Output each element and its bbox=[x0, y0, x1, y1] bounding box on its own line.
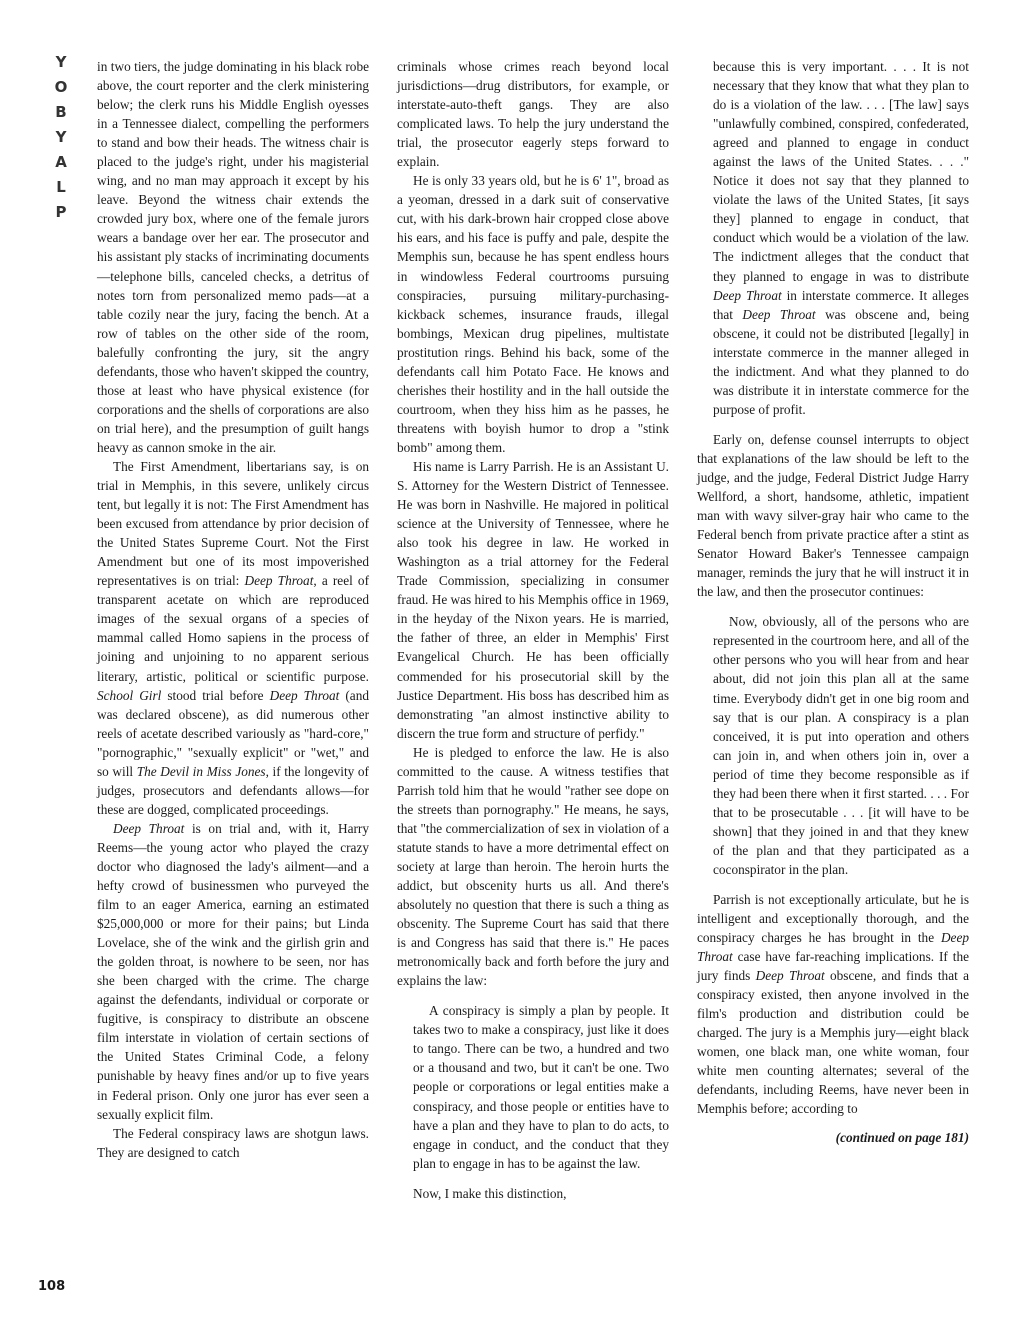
film-title: Deep Throat bbox=[697, 930, 969, 965]
masthead-letter: A bbox=[55, 153, 67, 171]
page-number: 108 bbox=[38, 1279, 66, 1294]
film-title: Deep Throat bbox=[755, 968, 825, 984]
masthead-letter: Y bbox=[55, 53, 67, 71]
paragraph: Parrish is not exceptionally articulate, but he is intelligent and exceptionally thorough, and the conspiracy charges he has brought in the Deep Throat case have far-reaching implications. If the jury finds Deep Throat obscene, and finds that a conspiracy existed, then anyone involved in the film's production and distribution could be charged. The jury is a Memphis jury—eight black women, one black man, one white woman, four white men counting alternates; several of the defendants, including Reems, have never been in Memphis before; according to bbox=[697, 891, 969, 1117]
film-title: Deep Throat bbox=[742, 306, 816, 322]
masthead-letter: Y bbox=[55, 128, 67, 146]
masthead-vertical bbox=[40, 50, 82, 225]
film-title: School Girl bbox=[97, 687, 162, 703]
block-quote bbox=[713, 612, 969, 879]
paragraph: His name is Larry Parrish. He is an Assistant U. S. Attorney for the Western District of Tennessee. He was born in Nashville. He majored in political science at the University of Tennessee, where he also took his degree in law. He worked in Washington as a trial attorney for the Federal Trade Commission, specializing in consumer fraud. He was hired to his Memphis office in 1969, in the heyday of the Nixon years. He is married, the father of three, an elder in Memphis' First Evangelical Church. He has been officially commended for his prosecutorial skill by the Justice Department. His boss has described him as demonstrating "an almost instinctive ability to discern the true form and structure of perfidy." bbox=[397, 458, 669, 741]
continued-note: (continued on page 181) bbox=[835, 1129, 969, 1145]
quote-paragraph: because this is very important. . . . It is not necessary that they know that what they plan to do is a violation of the law. . . . [The law] says "unlawfully combined, conspired, confederated, agreed and planned to engage in conduct against the laws of the United States. . . ." Notice it does not say that they planned to violate the laws of the United States, [it says they] planned to engage in conduct, that conduct which would be a violation of the law. The indictment alleges that the conduct that they planned to engage in was to distribute Deep Throat in interstate commerce. It alleges that Deep Throat was obscene and, being obscene, it could not be distributed [legally] in interstate commerce in the manner alleged in the indictment. And what they planned to do was distribute it in interstate commerce for the purpose of profit. bbox=[713, 59, 969, 417]
film-title: Deep Throat bbox=[269, 687, 340, 703]
film-title: Deep Throat bbox=[713, 287, 782, 303]
quote-paragraph: Now, obviously, all of the persons who are represented in the courtroom here, and all of the other persons who you will hear from and hear about, did not join this plan all at the same time. Everybody didn't get in one big room and say that is our plan. A conspiracy is a plan conceived, it is put into operation and others can join in, and when others join in, over a period of time they become responsible as if they had been there when it first started. . . . For that to be prosecutable . . . [it will have to be shown] that they joined in and that they knew of the plan and that they participated as a coconspirator in the plan. bbox=[713, 614, 969, 877]
paragraph: The First Amendment, libertarians say, is on trial in Memphis, in this severe, unlikely circus tent, but legally it is not: The First Amendment has been excused from attendance by prior decision of the United States Supreme Court. Not the First Amendment but one of its most impoverished representatives is on trial: Deep Throat, a reel of transparent acetate on which are reproduced images of the sexual organs of a species of mammal called Homo sapiens in the process of joining and unjoining to no apparent serious literary, artistic, political or scientific purpose. School Girl stood trial before Deep Throat (and was declared obscene), as did numerous other reels of acetate described variously as "hard-core," "pornographic," "sexually explicit" or "wet," and so will The Devil in Miss Jones, if the longevity of judges, prosecutors and defendants allows—for these are dogged, complicated proceedings. bbox=[97, 458, 370, 817]
quote-paragraph: A conspiracy is simply a plan by people. It takes two to make a conspiracy, just like it does to tango. There can be two, a hundred and two or a thousand and two, but it can't be one. Two people or corporations or legal entities make a conspiracy, and those people or entities have to have a plan and they have to plan to do acts, to engage in conduct, and the conduct that they plan to engage in has to be against the law. bbox=[413, 1003, 669, 1171]
film-title: Deep Throat bbox=[244, 573, 314, 589]
paragraph: Now, I make this distinction, bbox=[413, 1185, 567, 1201]
masthead-letter: B bbox=[55, 103, 67, 121]
paragraph: in two tiers, the judge dominating in his black robe above, the court reporter and the clerk ministering below; the clerk runs his Middle English oyesses in a Tennessee dialect, compelling the performers to stand and bow their heads. The witness chair is placed to the judge's right, under his magisterial wing, and no man may approach it except by his leave. Beyond the witness chair extends the crowded jury box, where one of the female jurors wears a bandage over her ear. The prosecutor and his assistant ply stacks of incriminating documents—telephone bills, canceled checks, a detritus of notes torn from personalized memo pads—at a table cozily near the jury, facing the bench. At a row of tables on the other side of the room, balefully confronting the jury, sit the angry defendants, those who haven't skipped the country, those at least who have physical existence (for corporations and the shells of corporations are also on trial here), and the presumption of guilt hangs heavy as cannon smoke in the air. bbox=[97, 59, 369, 455]
masthead-letter: P bbox=[55, 203, 67, 221]
paragraph: He is only 33 years old, but he is 6' 1", broad as a yeoman, dressed in a dark suit of conservative cut, with his dark-brown hair cropped close above his ears, and his face is puffy and pale, despite the Memphis sun, because he has spent endless hours in windowless Federal courtrooms pursuing conspiracies, pursuing military-purchasing-kickback schemes, insurance frauds, illegal bombings, Mexican drug pipelines, multistate prostitution rings. Behind his back, some of the defendants call him Potato Face. He knows and cherishes their hostility and in the hall outside the courtroom, when they hiss him as he passes, he threatens with boyish humor to drop a "stink bomb" among them. bbox=[397, 173, 669, 455]
film-title: Deep Throat bbox=[113, 820, 185, 836]
paragraph: criminals whose crimes reach beyond local jurisdictions—drug distributors, for example, or interstate-auto-theft gangs. They are also complicated laws. To help the jury understand the trial, the prosecutor eagerly steps forward to explain. bbox=[397, 59, 669, 170]
paragraph: Deep Throat is on trial and, with it, Harry Reems—the young actor who played the crazy doctor who diagnosed the lady's ailment—and a hefty crowd of businessmen who purveyed the film to an eager America, earning an estimated $25,000,000 or more for their pains; but Linda Lovelace, she of the wink and the girlish grin and the golden throat, is nowhere to be seen, nor has she been charged with the crime. The charge against the defendants, individual or corporate or fugitive, is conspiracy to distribute an obscene film interstate in violation of certain sections of the United States Criminal Code, a felony punishable by heavy fines and/or up to five years in Federal prison. Only one juror has ever seen a sexually explicit film. bbox=[97, 820, 369, 1122]
paragraph: He is pledged to enforce the law. He is also committed to the cause. A witness testifies that Parrish told him that he would "rather see dope on the streets than pornography." He means, he says, that "the commercialization of sex in violation of a statute stands to have a more detrimental effect on society at large than heroin. The heroin hurts the addict, but obscenity hurts us all. And there's absolutely no question that there is such a thing as obscenity. The Supreme Court has said that there is and Congress has said that there is." He paces metronomically back and forth before the jury and explains the law: bbox=[397, 744, 669, 989]
article-column-1 bbox=[97, 57, 369, 1162]
masthead-letter: O bbox=[54, 78, 68, 96]
paragraph: The Federal conspiracy laws are shotgun laws. They are designed to catch bbox=[97, 1125, 369, 1160]
article-column-3 bbox=[697, 57, 969, 1147]
block-quote bbox=[413, 1001, 669, 1172]
film-title: The Devil in Miss Jones bbox=[136, 763, 266, 779]
masthead-letter: L bbox=[56, 178, 66, 196]
block-quote bbox=[713, 57, 969, 419]
article-column-2 bbox=[397, 57, 669, 1203]
paragraph: Early on, defense counsel interrupts to object that explanations of the law should be left to the judge, and the judge, Federal District Judge Harry Wellford, a short, handsome, athletic, impatient man with wavy silver-gray hair who came to the Federal bench from private practice after a stint as Senator Howard Baker's Tennessee campaign manager, reminds the jury that he will instruct it in the law, and then the prosecutor continues: bbox=[697, 431, 969, 600]
